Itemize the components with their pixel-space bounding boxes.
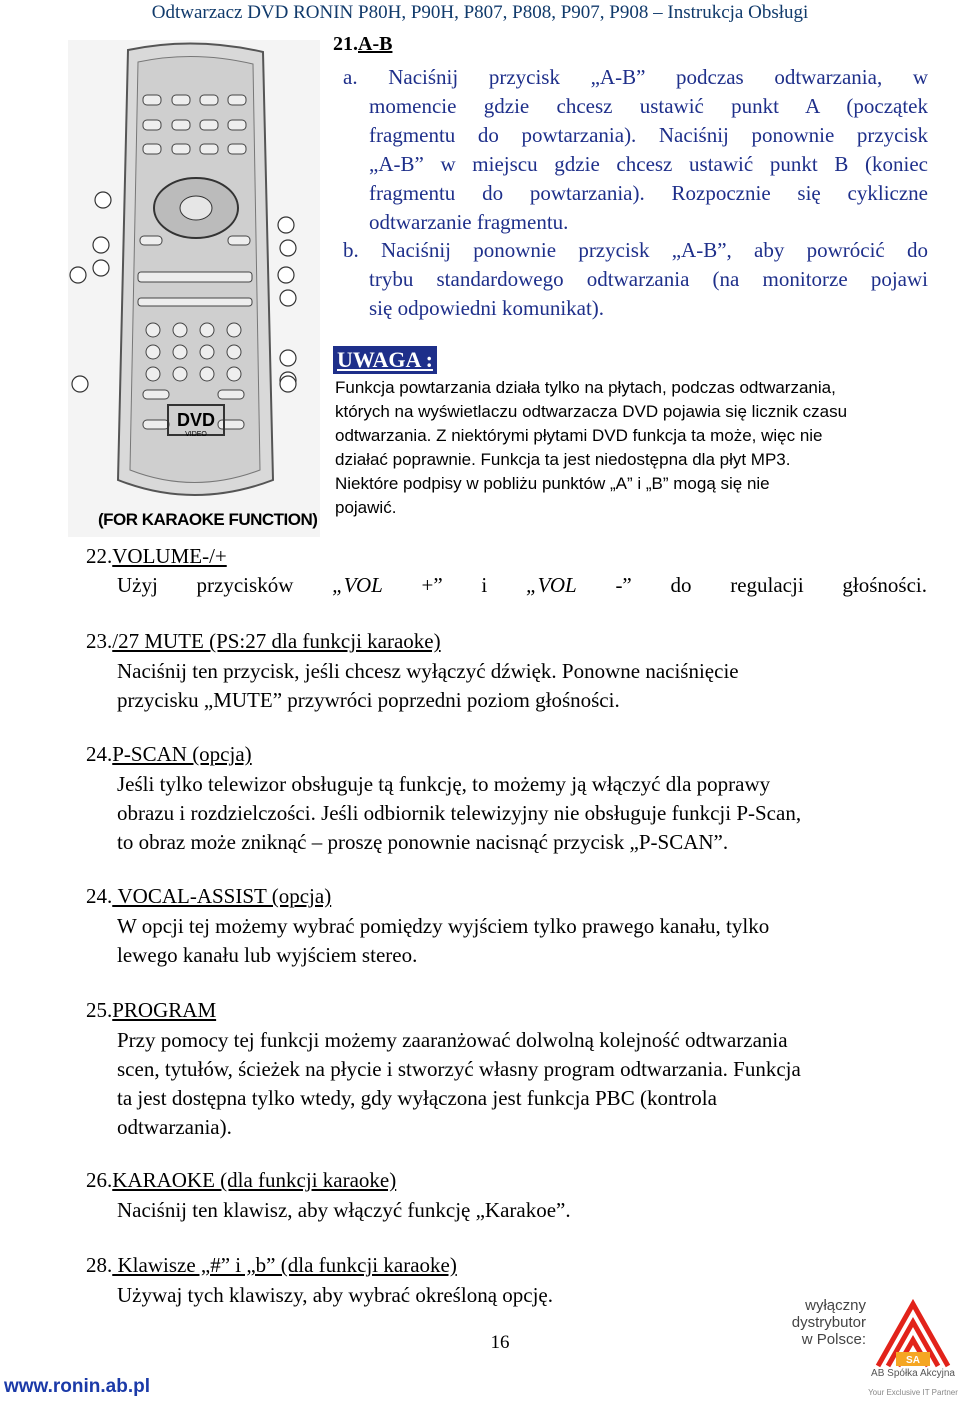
section-24-pscan-text: Jeśli tylko telewizor obsługuje tą funkcję, to możemy ją włączyć dla poprawy obrazu i rozdzielczości. Jeśli odbiornik telewizyjny nie obsługuje funkcji P-Scan, to obraz może zniknąć – proszę ponownie nacisnąć przycisk „P-SCAN”. [117,772,802,854]
remote-caption: (FOR KARAOKE FUNCTION) [98,510,318,529]
section-22-heading: 22.VOLUME-/+ [86,544,227,568]
section-28-text: Używaj tych klawiszy, aby wybrać określoną opcję. [117,1283,553,1307]
section-21-b-text: b. Naciśnij ponownie przycisk „A-B”, aby powrócić do trybu standardowego odtwarzania (na monitorze pojawi się odpowiedni komunikat). [343,238,928,320]
uwaga-title: UWAGA : [333,346,437,374]
section-23-heading: 23./27 MUTE (PS:27 dla funkcji karaoke) [86,629,441,653]
remote-control-illustration [68,40,320,537]
uwaga-text: Funkcja powtarzania działa tylko na płytach, podczas odtwarzania, których na wyświetlaczu odtwarzacza DVD pojawia się licznik czasu odtwarzania. Z niektórymi płytami DVD funkcja ta może, więc nie działać poprawnie. Funkcja ta jest niedostępna dla płyt MP3. Niektóre podpisy w pobliżu punktów „A” i „B” mogą się nie pojawić. [335,378,848,517]
section-24-vocal-text: W opcji tej możemy wybrać pomiędzy wyjściem tylko prawego kanału, tylko lewego kanału lub wyjściem stereo. [117,914,770,967]
section-25-text: Przy pomocy tej funkcji możemy zaaranżować dolwolną kolejność odtwarzania scen, tytułów, ścieżek na płycie i stworzyć własny program odtwarzania. Funkcja ta jest dostępna tylko wtedy, gdy wyłączona jest funkcja PBC (kontrola odtwarzania). [117,1028,801,1139]
section-24-pscan-heading: 24.P-SCAN (opcja) [86,742,252,766]
footer-url-link[interactable]: www.ronin.ab.pl [4,1376,151,1397]
section-28-heading: 28. Klawisze „#” i „b” (dla funkcji karaoke) [86,1253,457,1277]
section-21-a-text: a. Naciśnij przycisk „A-B” podczas odtwarzania, w momencie gdzie chcesz ustawić punkt A (początek fragmentu do powtarzania). Naciśnij ponownie przycisk „A-B” w miejscu gdzie chcesz ustawić punkt B (koniec fragmentu do powtarzania). Rozpocznie się cykliczne odtwarzanie fragmentu. [343,65,928,234]
section-23-text: Naciśnij ten przycisk, jeśli chcesz wyłączyć dźwięk. Ponowne naciśnięcie przycisku „MUTE” przywróci poprzedni poziom głośności. [117,659,739,712]
distributor-label: wyłączny dystrybutor w Polsce: [791,1297,866,1348]
section-21-heading: 21.A-B [333,33,393,55]
ab-logo-mark: SA [906,1355,920,1366]
section-25-heading: 25.PROGRAM [86,998,217,1022]
section-26-heading: 26.KARAOKE (dla funkcji karaoke) [86,1168,397,1192]
section-26-text: Naciśnij ten klawisz, aby włączyć funkcję „Karakoe”. [117,1198,571,1222]
remote-control-drawing [68,40,320,537]
page-number: 16 [490,1332,510,1353]
page-header: Odtwarzacz DVD RONIN P80H, P90H, P807, P808, P907, P908 – Instrukcja Obsługi [151,2,809,23]
section-24-vocal-heading: 24. VOCAL-ASSIST (opcja) [86,884,332,908]
ab-logo-icon [870,1296,956,1368]
distributor-name: AB Spółka Akcyjna [871,1368,955,1379]
dvd-logo-sub: VIDEO [185,431,207,438]
section-22-text: Użyj przycisków „VOL +” i „VOL -” do regulacji głośności. [117,573,927,597]
dvd-logo: DVD [176,410,216,430]
distributor-tagline: Your Exclusive IT Partner [868,1388,958,1397]
